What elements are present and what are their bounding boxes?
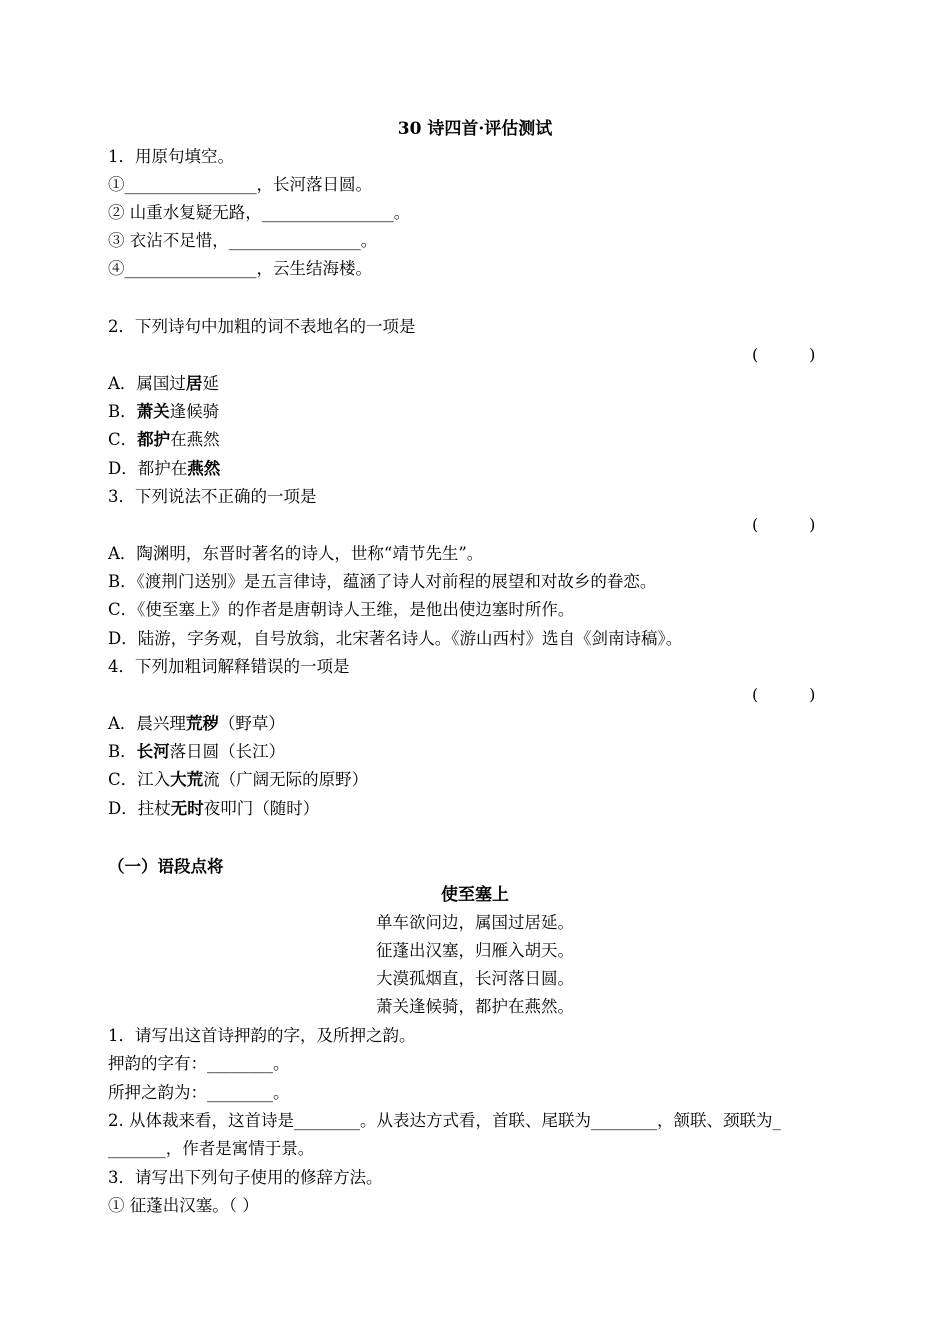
q2-answer-paren: ( ) bbox=[752, 345, 816, 364]
poem-line-1: 单车欲问边，属国过居延。 bbox=[376, 913, 574, 932]
q1-item-4: ④________________，云生结海楼。 bbox=[108, 259, 372, 278]
poem-title: 使至塞上 bbox=[441, 885, 509, 905]
sub-q1-rhyme-words: 押韵的字有：________。 bbox=[108, 1054, 290, 1073]
q1-item-2: ② 山重水复疑无路，________________。 bbox=[108, 203, 411, 222]
q4-answer-paren: ( ) bbox=[752, 685, 816, 704]
section-heading: （一）语段点将 bbox=[108, 857, 224, 876]
q4-stem: 4．下列加粗词解释错误的一项是 bbox=[108, 657, 350, 676]
q4-option-b: B．长河落日圆（长江） bbox=[108, 742, 286, 761]
sub-q1-stem: 1．请写出这首诗押韵的字，及所押之韵。 bbox=[108, 1026, 416, 1045]
sub-q3-stem: 3．请写出下列句子使用的修辞方法。 bbox=[108, 1168, 383, 1187]
sub-q2-line-1: 2. 从体裁来看，这首诗是________。从表达方式看，首联、尾联为________，颔联、颈联为_ bbox=[108, 1111, 781, 1130]
q3-option-b: B．《渡荆门送别》是五言律诗，蕴涵了诗人对前程的展望和对故乡的眷恋。 bbox=[108, 572, 657, 591]
sub-q1-rhyme: 所押之韵为：________。 bbox=[108, 1083, 290, 1102]
q1-stem: 1．用原句填空。 bbox=[108, 147, 234, 166]
q1-item-1: ①________________，长河落日圆。 bbox=[108, 175, 372, 194]
q2-option-a: A．属国过居延 bbox=[108, 374, 219, 393]
q3-answer-paren: ( ) bbox=[752, 515, 816, 534]
q2-option-c: C．都护在燕然 bbox=[108, 430, 220, 449]
q4-option-c: C．江入大荒流（广阔无际的原野） bbox=[108, 770, 369, 789]
poem-line-3: 大漠孤烟直，长河落日圆。 bbox=[376, 969, 574, 988]
q2-option-d: D．都护在燕然 bbox=[108, 459, 221, 478]
page-title: 30 诗四首·评估测试 bbox=[397, 119, 553, 139]
q4-option-a: A．晨兴理荒秽（野草） bbox=[108, 714, 285, 733]
sub-q3-item-1: ① 征蓬出汉塞。（ ） bbox=[108, 1196, 259, 1215]
poem-line-4: 萧关逢候骑，都护在燕然。 bbox=[376, 997, 574, 1016]
q4-option-d: D．拄杖无时夜叩门（随时） bbox=[108, 799, 320, 818]
q3-option-c: C．《使至塞上》的作者是唐朝诗人王维，是他出使边塞时所作。 bbox=[108, 600, 575, 619]
q3-option-a: A．陶渊明，东晋时著名的诗人，世称“靖节先生”。 bbox=[108, 544, 484, 563]
q1-item-3: ③ 衣沾不足惜，________________。 bbox=[108, 231, 378, 250]
q3-option-d: D．陆游，字务观，自号放翁，北宋著名诗人。《游山西村》选自《剑南诗稿》。 bbox=[108, 629, 683, 648]
sub-q2-line-2: _______，作者是寓情于景。 bbox=[108, 1139, 315, 1158]
q2-stem: 2．下列诗句中加粗的词不表地名的一项是 bbox=[108, 317, 416, 336]
q3-stem: 3．下列说法不正确的一项是 bbox=[108, 487, 317, 506]
poem-line-2: 征蓬出汉塞，归雁入胡天。 bbox=[376, 941, 574, 960]
q2-option-b: B．萧关逢候骑 bbox=[108, 402, 220, 421]
